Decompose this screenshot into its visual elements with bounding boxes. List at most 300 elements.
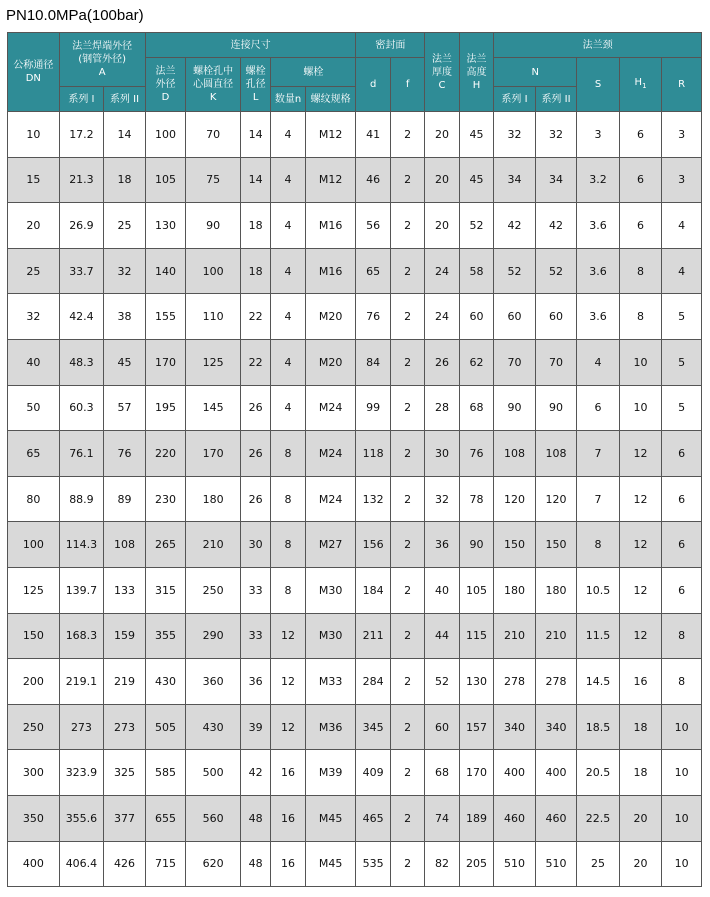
table-cell: 88.9 — [59, 476, 104, 522]
table-cell: 145 — [186, 385, 241, 431]
table-cell: 340 — [494, 704, 536, 750]
table-cell: 409 — [356, 750, 390, 796]
table-cell: 7 — [577, 431, 620, 477]
table-cell: 6 — [619, 157, 662, 203]
table-cell: 219.1 — [59, 659, 104, 705]
table-cell: 210 — [494, 613, 536, 659]
table-cell: 22.5 — [577, 795, 620, 841]
table-cell: 48.3 — [59, 339, 104, 385]
table-cell: 22 — [240, 294, 270, 340]
table-cell: 20 — [8, 203, 60, 249]
table-row — [8, 431, 702, 477]
table-cell: 2 — [390, 659, 424, 705]
table-cell: 620 — [186, 841, 241, 887]
table-cell: 24 — [425, 248, 459, 294]
table-cell: 715 — [145, 841, 186, 887]
table-cell: 115 — [459, 613, 493, 659]
table-cell: 32 — [425, 476, 459, 522]
table-cell: 36 — [425, 522, 459, 568]
table-cell: 45 — [459, 157, 493, 203]
table-row — [8, 841, 702, 887]
table-cell: 80 — [8, 476, 60, 522]
table-cell: 189 — [459, 795, 493, 841]
table-cell: 12 — [619, 476, 662, 522]
table-row — [8, 750, 702, 796]
table-cell: 42.4 — [59, 294, 104, 340]
table-cell: 150 — [8, 613, 60, 659]
table-cell: 20 — [425, 157, 459, 203]
table-cell: 90 — [186, 203, 241, 249]
table-cell: 500 — [186, 750, 241, 796]
table-cell: 8 — [271, 431, 305, 477]
table-cell: 210 — [535, 613, 577, 659]
table-cell: 33 — [240, 567, 270, 613]
table-row — [8, 659, 702, 705]
table-cell: 84 — [356, 339, 390, 385]
table-row — [8, 522, 702, 568]
table-cell: 8 — [271, 522, 305, 568]
table-row — [8, 385, 702, 431]
table-cell: 28 — [425, 385, 459, 431]
table-cell: 44 — [425, 613, 459, 659]
table-cell: 460 — [494, 795, 536, 841]
table-cell: 406.4 — [59, 841, 104, 887]
table-cell: 42 — [240, 750, 270, 796]
table-cell: 60 — [459, 294, 493, 340]
table-cell: 60 — [425, 704, 459, 750]
table-cell: 52 — [535, 248, 577, 294]
table-cell: 377 — [104, 795, 146, 841]
table-cell: 130 — [459, 659, 493, 705]
table-cell: 90 — [535, 385, 577, 431]
table-cell: 3 — [577, 112, 620, 158]
table-cell: 52 — [459, 203, 493, 249]
table-cell: 12 — [619, 613, 662, 659]
table-cell: 510 — [494, 841, 536, 887]
table-cell: 32 — [8, 294, 60, 340]
table-cell: 4 — [662, 203, 702, 249]
table-cell: 30 — [240, 522, 270, 568]
header-n-series2: 系列 II — [535, 87, 577, 112]
table-cell: M16 — [305, 248, 356, 294]
table-cell: 20 — [425, 203, 459, 249]
table-cell: 4 — [271, 157, 305, 203]
table-cell: 76 — [459, 431, 493, 477]
table-cell: 3.2 — [577, 157, 620, 203]
table-cell: 16 — [271, 750, 305, 796]
table-cell: M45 — [305, 795, 356, 841]
table-cell: 108 — [535, 431, 577, 477]
table-cell: M45 — [305, 841, 356, 887]
table-cell: 355 — [145, 613, 186, 659]
table-cell: 12 — [271, 659, 305, 705]
table-cell: 41 — [356, 112, 390, 158]
table-cell: 45 — [104, 339, 146, 385]
table-cell: 3.6 — [577, 248, 620, 294]
table-cell: 100 — [8, 522, 60, 568]
table-cell: 6 — [662, 431, 702, 477]
table-cell: 125 — [186, 339, 241, 385]
table-cell: 18 — [104, 157, 146, 203]
table-cell: 2 — [390, 795, 424, 841]
header-a-group: 法兰焊端外径 (钢管外径) A — [59, 33, 145, 87]
table-cell: 180 — [535, 567, 577, 613]
table-cell: 70 — [186, 112, 241, 158]
table-cell: 45 — [459, 112, 493, 158]
table-cell: 535 — [356, 841, 390, 887]
table-cell: 2 — [390, 704, 424, 750]
table-cell: 3 — [662, 112, 702, 158]
table-cell: 26 — [425, 339, 459, 385]
table-cell: 211 — [356, 613, 390, 659]
table-cell: M36 — [305, 704, 356, 750]
table-cell: 3.6 — [577, 294, 620, 340]
table-cell: 120 — [494, 476, 536, 522]
table-header — [8, 33, 702, 112]
table-cell: 250 — [186, 567, 241, 613]
table-cell: 25 — [104, 203, 146, 249]
table-cell: 6 — [619, 203, 662, 249]
table-row — [8, 203, 702, 249]
header-n-series1: 系列 I — [494, 87, 536, 112]
table-cell: 2 — [390, 476, 424, 522]
table-cell: M16 — [305, 203, 356, 249]
header-a-series2: 系列 II — [104, 87, 146, 112]
table-row — [8, 339, 702, 385]
table-cell: 70 — [535, 339, 577, 385]
table-cell: 560 — [186, 795, 241, 841]
table-cell: 74 — [425, 795, 459, 841]
table-cell: 62 — [459, 339, 493, 385]
table-cell: 100 — [145, 112, 186, 158]
table-cell: 4 — [577, 339, 620, 385]
table-cell: 655 — [145, 795, 186, 841]
table-cell: 195 — [145, 385, 186, 431]
table-cell: 114.3 — [59, 522, 104, 568]
header-dn: 公称通径 DN — [8, 33, 60, 112]
table-cell: 505 — [145, 704, 186, 750]
table-cell: 2 — [390, 385, 424, 431]
table-cell: 278 — [494, 659, 536, 705]
table-cell: 65 — [8, 431, 60, 477]
table-cell: 150 — [535, 522, 577, 568]
table-cell: 220 — [145, 431, 186, 477]
table-cell: 2 — [390, 294, 424, 340]
table-cell: 290 — [186, 613, 241, 659]
table-cell: 39 — [240, 704, 270, 750]
table-cell: 323.9 — [59, 750, 104, 796]
table-cell: 400 — [8, 841, 60, 887]
table-cell: 90 — [459, 522, 493, 568]
table-cell: 157 — [459, 704, 493, 750]
table-cell: 14.5 — [577, 659, 620, 705]
table-cell: 6 — [577, 385, 620, 431]
table-cell: 2 — [390, 567, 424, 613]
table-cell: 42 — [535, 203, 577, 249]
table-cell: 10 — [662, 750, 702, 796]
table-cell: 6 — [662, 522, 702, 568]
table-cell: M24 — [305, 385, 356, 431]
table-cell: 36 — [240, 659, 270, 705]
table-cell: 325 — [104, 750, 146, 796]
table-cell: 4 — [271, 294, 305, 340]
table-cell: 585 — [145, 750, 186, 796]
table-cell: 68 — [459, 385, 493, 431]
page-title: PN10.0MPa(100bar) — [6, 7, 144, 24]
table-cell: 168.3 — [59, 613, 104, 659]
table-cell: 200 — [8, 659, 60, 705]
table-row — [8, 112, 702, 158]
table-cell: 210 — [186, 522, 241, 568]
table-cell: 16 — [619, 659, 662, 705]
table-cell: 16 — [271, 795, 305, 841]
table-cell: 139.7 — [59, 567, 104, 613]
table-cell: 278 — [535, 659, 577, 705]
table-cell: 4 — [271, 385, 305, 431]
header-n: N — [494, 58, 577, 87]
table-cell: 184 — [356, 567, 390, 613]
table-cell: M20 — [305, 339, 356, 385]
table-cell: 156 — [356, 522, 390, 568]
header-connect: 连接尺寸 — [145, 33, 356, 58]
table-cell: 5 — [662, 294, 702, 340]
table-cell: 40 — [425, 567, 459, 613]
table-cell: 265 — [145, 522, 186, 568]
table-cell: 132 — [356, 476, 390, 522]
table-cell: 18 — [240, 203, 270, 249]
table-cell: 300 — [8, 750, 60, 796]
table-cell: 5 — [662, 339, 702, 385]
table-cell: 52 — [494, 248, 536, 294]
table-cell: 2 — [390, 339, 424, 385]
table-cell: 60 — [494, 294, 536, 340]
table-cell: 48 — [240, 795, 270, 841]
table-row — [8, 795, 702, 841]
table-cell: 17.2 — [59, 112, 104, 158]
table-cell: 2 — [390, 157, 424, 203]
header-d-outer: 法兰 外径 D — [145, 58, 186, 112]
table-cell: 10 — [8, 112, 60, 158]
table-cell: 2 — [390, 522, 424, 568]
table-cell: 32 — [494, 112, 536, 158]
table-cell: 2 — [390, 841, 424, 887]
table-cell: 38 — [104, 294, 146, 340]
table-cell: 20.5 — [577, 750, 620, 796]
table-cell: 180 — [186, 476, 241, 522]
table-cell: 8 — [271, 476, 305, 522]
table-cell: 4 — [271, 339, 305, 385]
table-cell: M24 — [305, 431, 356, 477]
table-cell: M39 — [305, 750, 356, 796]
table-cell: 68 — [425, 750, 459, 796]
table-row — [8, 294, 702, 340]
table-cell: 159 — [104, 613, 146, 659]
table-cell: M33 — [305, 659, 356, 705]
table-cell: 26 — [240, 431, 270, 477]
table-cell: 4 — [271, 248, 305, 294]
table-cell: 4 — [662, 248, 702, 294]
table-cell: 8 — [271, 567, 305, 613]
table-row — [8, 704, 702, 750]
table-cell: 140 — [145, 248, 186, 294]
table-cell: 10 — [662, 841, 702, 887]
table-cell: 5 — [662, 385, 702, 431]
table-cell: 32 — [535, 112, 577, 158]
table-row — [8, 157, 702, 203]
table-cell: 350 — [8, 795, 60, 841]
table-cell: 120 — [535, 476, 577, 522]
table-cell: 89 — [104, 476, 146, 522]
table-cell: 50 — [8, 385, 60, 431]
table-cell: 10 — [662, 795, 702, 841]
table-cell: 8 — [619, 248, 662, 294]
table-cell: M30 — [305, 613, 356, 659]
header-s: S — [577, 58, 620, 112]
table-cell: 465 — [356, 795, 390, 841]
header-seal-d: d — [356, 58, 390, 112]
table-cell: 18 — [240, 248, 270, 294]
table-cell: 14 — [240, 112, 270, 158]
table-cell: 34 — [494, 157, 536, 203]
table-cell: 273 — [104, 704, 146, 750]
header-neck: 法兰颈 — [494, 33, 702, 58]
table-cell: 14 — [104, 112, 146, 158]
flange-dimension-table — [7, 32, 702, 887]
table-cell: 12 — [271, 704, 305, 750]
table-cell: 30 — [425, 431, 459, 477]
table-cell: 170 — [459, 750, 493, 796]
table-cell: 76 — [356, 294, 390, 340]
table-cell: 340 — [535, 704, 577, 750]
table-cell: 26 — [240, 385, 270, 431]
table-cell: 180 — [494, 567, 536, 613]
table-cell: M27 — [305, 522, 356, 568]
table-cell: 355.6 — [59, 795, 104, 841]
table-cell: 360 — [186, 659, 241, 705]
table-cell: 150 — [494, 522, 536, 568]
table-cell: 510 — [535, 841, 577, 887]
table-cell: 8 — [662, 659, 702, 705]
table-cell: 56 — [356, 203, 390, 249]
table-cell: 52 — [425, 659, 459, 705]
table-cell: 65 — [356, 248, 390, 294]
header-a-series1: 系列 I — [59, 87, 104, 112]
table-cell: 78 — [459, 476, 493, 522]
table-cell: 24 — [425, 294, 459, 340]
table-cell: 18 — [619, 750, 662, 796]
table-cell: M12 — [305, 112, 356, 158]
table-cell: 230 — [145, 476, 186, 522]
table-cell: 108 — [104, 522, 146, 568]
table-cell: 18 — [619, 704, 662, 750]
table-cell: 125 — [8, 567, 60, 613]
table-cell: 2 — [390, 750, 424, 796]
table-cell: 2 — [390, 112, 424, 158]
table-cell: 400 — [494, 750, 536, 796]
table-cell: 70 — [494, 339, 536, 385]
header-h1: $H_1$ — [619, 58, 662, 112]
table-cell: 345 — [356, 704, 390, 750]
table-cell: 10.5 — [577, 567, 620, 613]
table-cell: 6 — [619, 112, 662, 158]
table-cell: 460 — [535, 795, 577, 841]
table-cell: 10 — [619, 339, 662, 385]
table-cell: 3.6 — [577, 203, 620, 249]
table-cell: M30 — [305, 567, 356, 613]
table-cell: 26.9 — [59, 203, 104, 249]
table-body — [8, 112, 702, 887]
table-cell: 8 — [619, 294, 662, 340]
table-cell: 10 — [662, 704, 702, 750]
table-cell: 75 — [186, 157, 241, 203]
table-cell: 21.3 — [59, 157, 104, 203]
table-cell: 33 — [240, 613, 270, 659]
table-cell: 7 — [577, 476, 620, 522]
header-bolt-count: 数量n — [271, 87, 305, 112]
table-cell: 2 — [390, 203, 424, 249]
table-cell: 400 — [535, 750, 577, 796]
table-cell: 6 — [662, 476, 702, 522]
table-cell: 26 — [240, 476, 270, 522]
table-cell: 33.7 — [59, 248, 104, 294]
table-cell: 20 — [425, 112, 459, 158]
table-cell: M24 — [305, 476, 356, 522]
table-cell: 105 — [145, 157, 186, 203]
table-cell: 315 — [145, 567, 186, 613]
table-cell: 133 — [104, 567, 146, 613]
header-seal-f: f — [390, 58, 424, 112]
table-cell: 76.1 — [59, 431, 104, 477]
table-cell: 205 — [459, 841, 493, 887]
table-cell: 430 — [145, 659, 186, 705]
table-cell: 10 — [619, 385, 662, 431]
table-cell: 4 — [271, 112, 305, 158]
header-c: 法兰 厚度 C — [425, 33, 459, 112]
table-cell: 48 — [240, 841, 270, 887]
table-cell: 2 — [390, 613, 424, 659]
table-cell: 426 — [104, 841, 146, 887]
table-cell: 100 — [186, 248, 241, 294]
table-cell: 110 — [186, 294, 241, 340]
header-k: 螺栓孔中 心圆直径 K — [186, 58, 241, 112]
table-cell: M12 — [305, 157, 356, 203]
table-cell: 18.5 — [577, 704, 620, 750]
table-cell: 25 — [577, 841, 620, 887]
header-r: R — [662, 58, 702, 112]
table-cell: 219 — [104, 659, 146, 705]
table-cell: 284 — [356, 659, 390, 705]
table-cell: 22 — [240, 339, 270, 385]
table-cell: 32 — [104, 248, 146, 294]
table-cell: 118 — [356, 431, 390, 477]
table-cell: 130 — [145, 203, 186, 249]
table-row — [8, 567, 702, 613]
table-row — [8, 476, 702, 522]
table-cell: 3 — [662, 157, 702, 203]
table-cell: 57 — [104, 385, 146, 431]
table-cell: 8 — [662, 613, 702, 659]
table-cell: 170 — [145, 339, 186, 385]
table-cell: 90 — [494, 385, 536, 431]
table-cell: 105 — [459, 567, 493, 613]
table-cell: 60 — [535, 294, 577, 340]
table-cell: 15 — [8, 157, 60, 203]
header-h: 法兰 高度 H — [459, 33, 493, 112]
table-cell: 108 — [494, 431, 536, 477]
table-cell: 430 — [186, 704, 241, 750]
table-cell: 58 — [459, 248, 493, 294]
table-cell: 11.5 — [577, 613, 620, 659]
